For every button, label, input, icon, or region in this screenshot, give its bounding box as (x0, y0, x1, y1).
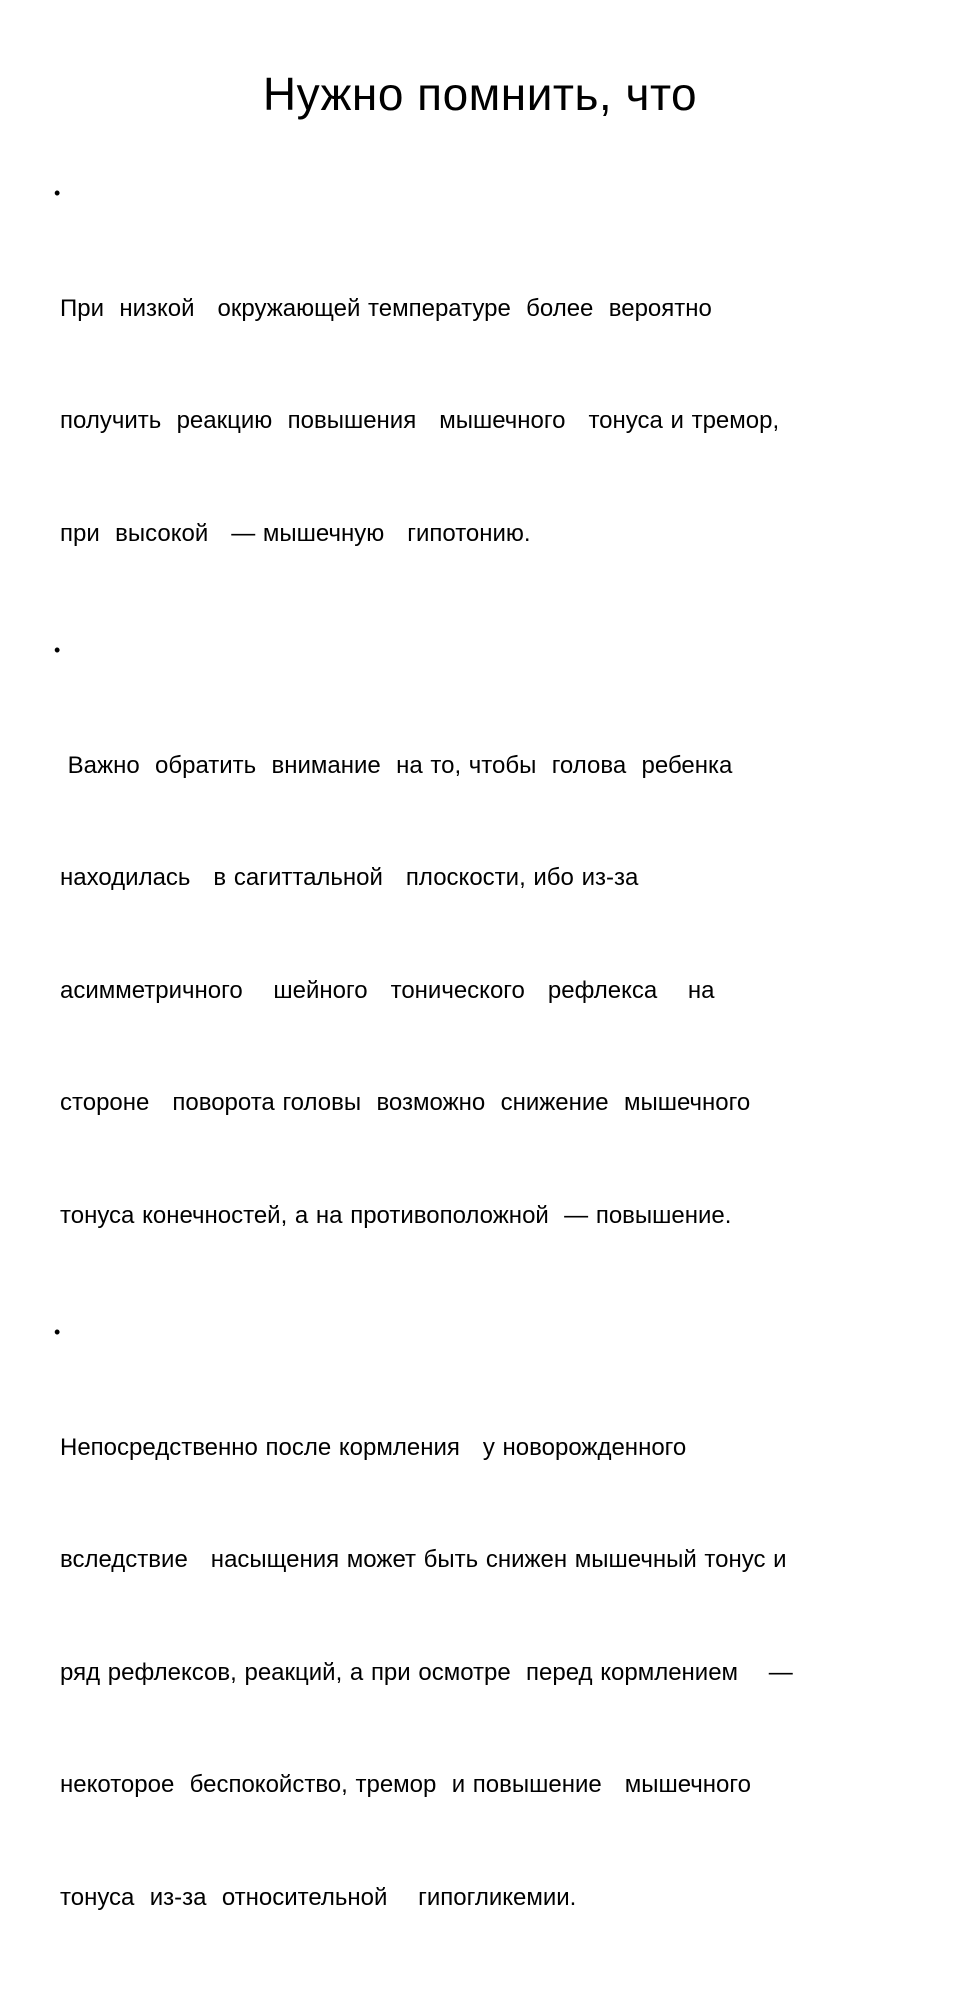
bullet-line: При низкой окружающей температуре более вероятно (60, 294, 712, 322)
bullet-line: тонуса конечностей, а на противоположной — повышение. (60, 1201, 732, 1229)
bullet-list (56, 177, 916, 1998)
bullet-line: Важно обратить внимание на то, чтобы голова ребенка (60, 751, 733, 779)
bullet-line: находилась в сагиттальной плоскости, ибо из-за (60, 864, 639, 891)
bullet-dot-icon: • (54, 640, 61, 660)
bullet-dot-icon: • (54, 183, 61, 203)
bullet-line: вследствие насыщения может быть снижен мышечный тонус и (60, 1546, 787, 1573)
slide-title: Нужно помнить, что (262, 68, 698, 120)
bullet-line: тонуса из-за относительной гипогликемии. (60, 1883, 577, 1911)
bullet-line: ряд рефлексов, реакций, а при осмотре перед кормлением — (60, 1658, 793, 1686)
bullet-item-temperature (56, 177, 916, 627)
bullet-item-head-position (56, 634, 916, 1309)
bullet-line: получить реакцию повышения мышечного тонуса и тремор, (60, 407, 780, 434)
bullet-line: стороне поворота головы возможно снижение мышечного (60, 1089, 751, 1116)
bullet-dot-icon: • (54, 1322, 61, 1342)
bullet-line: некоторое беспокойство, тремор и повышение мышечного (60, 1771, 751, 1798)
bullet-item-feeding (56, 1316, 916, 1991)
bullet-line: при высокой — мышечную гипотонию. (60, 519, 531, 547)
bullet-line: асимметричного шейного тонического рефлекса на (60, 976, 715, 1004)
bullet-line: Непосредственно после кормления у новорожденного (60, 1433, 687, 1461)
